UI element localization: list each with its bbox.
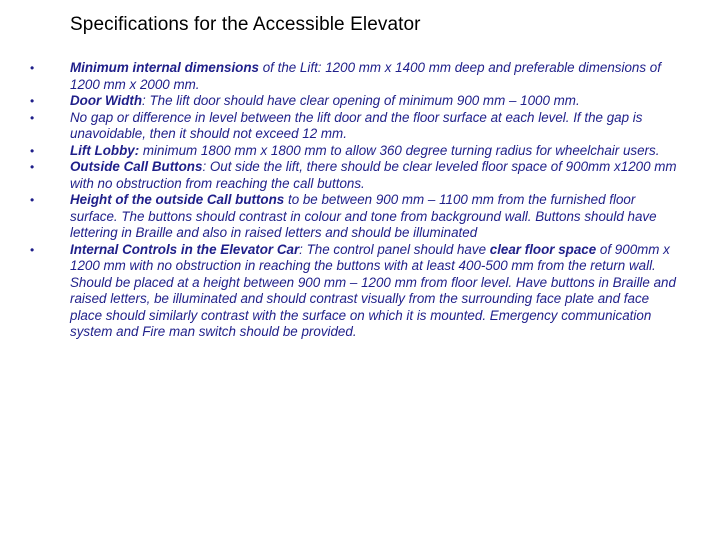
item-lead: Internal Controls in the Elevator Car bbox=[70, 241, 300, 257]
item-emphasis: clear floor space bbox=[489, 241, 597, 257]
item-text: No gap or difference in level between the lift door and the floor surface at each level. If the gap is unavoidable, then it should not exceed 12 mm. bbox=[70, 109, 643, 141]
item-lead: Height of the outside Call buttons bbox=[70, 192, 285, 207]
item-lead: Minimum internal dimensions bbox=[70, 60, 259, 75]
list-item bbox=[30, 110, 680, 143]
list-item bbox=[30, 60, 680, 93]
item-text: : The lift door should have clear opening of minimum 900 mm – 1000 mm. bbox=[142, 93, 580, 108]
item-lead: Lift Lobby: bbox=[70, 142, 140, 158]
list-item bbox=[30, 192, 680, 242]
bullet-icon: • bbox=[30, 242, 35, 257]
item-text: : Out side the lift, there should be clear leveled floor space of 900mm x1200 mm with no obstruction from reaching the call buttons. bbox=[70, 159, 677, 191]
bullet-list bbox=[30, 60, 680, 341]
item-text: of the Lift: 1200 mm x 1400 mm deep and preferable dimensions of 1200 mm x 2000 mm. bbox=[70, 60, 661, 92]
item-text: to be between 900 mm – 1100 mm from the furnished floor surface. The buttons should contrast in colour and tone from background wall. Buttons should have lettering in Braille and also in raised letters and should be illuminated bbox=[70, 192, 657, 240]
item-text: of 900mm x 1200 mm with no obstruction in reaching the buttons with at least 400-500 mm from the return wall. Should be placed at a height between 900 mm – 1200 mm from floor level. Have buttons in Braille and raised letters, be illuminated and should contrast visually from the surrounding face plate and face place should similarly contrast with the surface on which it is mounted. Emergency communication system and Fire man switch should be provided. bbox=[70, 241, 676, 339]
list-item bbox=[30, 93, 680, 110]
list-item bbox=[30, 242, 680, 341]
item-lead: Door Width bbox=[70, 93, 143, 108]
item-lead: Outside Call Buttons bbox=[70, 159, 203, 174]
item-text: : The control panel should have bbox=[299, 241, 490, 257]
bullet-icon: • bbox=[30, 193, 35, 207]
bullet-icon: • bbox=[30, 143, 35, 158]
slide-title: Specifications for the Accessible Elevator bbox=[70, 14, 421, 35]
item-text: minimum 1800 mm x 1800 mm to allow 360 degree turning radius for wheelchair users. bbox=[139, 142, 660, 158]
bullet-icon: • bbox=[30, 94, 35, 108]
list-item bbox=[30, 159, 680, 192]
bullet-icon: • bbox=[30, 61, 35, 75]
list-item bbox=[30, 143, 680, 160]
bullet-icon: • bbox=[30, 110, 35, 125]
bullet-icon: • bbox=[30, 160, 35, 174]
